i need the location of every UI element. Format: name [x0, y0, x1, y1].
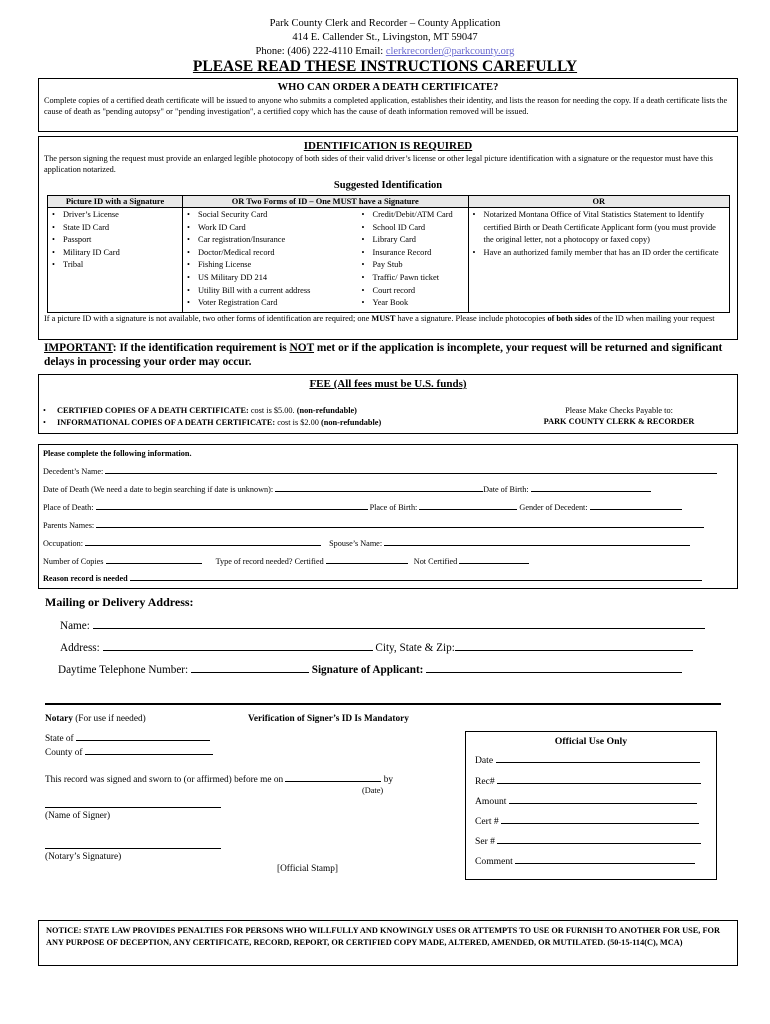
sworn-label: This record was signed and sworn to (or affirmed) before me on [45, 775, 284, 785]
official-stamp: [Official Stamp] [277, 864, 339, 874]
id-table [47, 195, 730, 313]
county-field[interactable] [85, 746, 213, 755]
mailing-name-label: Name: [60, 620, 90, 632]
not-certified-label: Not Certified [413, 557, 458, 566]
list-item: • State ID Card [51, 222, 179, 235]
official-ser-field[interactable] [497, 835, 701, 844]
official-rec-field[interactable] [497, 775, 701, 784]
list-item: • Library Card [361, 234, 465, 247]
state-label: State of [45, 734, 74, 744]
signer-name-caption: (Name of Signer) [45, 811, 111, 821]
fee-item-certified: • CERTIFIED COPIES OF A DEATH CERTIFICATE: cost is $5.00. (non-refundable) [43, 406, 357, 415]
reason-field[interactable] [130, 572, 702, 581]
state-field[interactable] [76, 732, 210, 741]
official-date-field[interactable] [496, 754, 700, 763]
parents-label: Parents Names: [43, 521, 95, 530]
mailing-name-row [60, 618, 705, 632]
official-comment-label: Comment [475, 856, 513, 867]
gender-field[interactable] [590, 501, 682, 510]
list-item: • Have an authorized family member that has an ID order the certificate [472, 247, 726, 260]
list-item: • Voter Registration Card [186, 297, 355, 310]
mailing-city-label: City, State & Zip: [375, 642, 455, 654]
official-amount-label: Amount [475, 796, 507, 807]
important-label: IMPORTANT [44, 342, 113, 354]
reason-label: Reason record is needed [43, 574, 128, 583]
place-of-death-label: Place of Death: [43, 503, 94, 512]
col-two-forms-b [358, 208, 469, 313]
fee-label: INFORMATIONAL COPIES OF A DEATH CERTIFICATE: [57, 418, 276, 427]
list-item: • Notarized Montana Office of Vital Statistics Statement to Identify certified Birth or Death Certificate Applicant form (you must provide the original letter, not a photocopy or faxed copy) [472, 209, 726, 247]
signer-name-field[interactable] [45, 807, 221, 808]
place-of-birth-label: Place of Birth: [369, 503, 418, 512]
copies-label: Number of Copies [43, 557, 104, 566]
fee-title: FEE (All fees must be U.S. funds) [309, 378, 467, 390]
occupation-label: Occupation: [43, 539, 84, 548]
list-item: • Pay Stub [361, 259, 465, 272]
payable-to [509, 405, 729, 427]
list-item: • Passport [51, 234, 179, 247]
signature-field[interactable] [426, 662, 682, 673]
decedent-name-field[interactable] [105, 465, 717, 474]
mailing-address-label: Address: [60, 642, 100, 654]
official-use-box [465, 731, 717, 880]
official-comment-field[interactable] [515, 855, 695, 864]
list-item: • Car registration/Insurance [186, 234, 355, 247]
notary-signature-field[interactable] [45, 848, 221, 849]
occupation-row [43, 537, 690, 549]
place-row [43, 501, 682, 513]
mailing-title: Mailing or Delivery Address: [45, 595, 194, 609]
state-row [45, 732, 210, 744]
note-text: of the ID when mailing your request [591, 314, 715, 323]
fee-cost: cost is $2.00 [275, 418, 322, 427]
mailing-address-row [60, 640, 693, 654]
col-picture-id [48, 208, 183, 313]
suggested-identification: Suggested Identification [333, 180, 443, 191]
official-rec-row [475, 775, 701, 787]
important-not: NOT [289, 342, 315, 354]
who-text: Complete copies of a certified death certificate will be issued to anyone who submits a completed application, establishes their identity, and lists the reason for needing the copy. If a death certificate lists the cause of death as "pending autopsy" or "pending investigation", a certified copy which has the cause of death information removed will be issued. [44, 96, 728, 116]
divider [45, 703, 721, 705]
fee-note: (non-refundable) [296, 406, 357, 415]
copies-row [43, 555, 529, 567]
header-line-1: Park County Clerk and Recorder – County Application [269, 18, 501, 29]
fee-cost: cost is $5.00. [248, 406, 297, 415]
gender-label: Gender of Decedent: [519, 503, 588, 512]
note-must: MUST [371, 314, 396, 323]
notary-label-note: (For use if needed) [72, 714, 146, 724]
official-comment-row [475, 855, 695, 867]
official-date-row [475, 754, 700, 766]
decedent-label: Decedent’s Name: [43, 467, 104, 476]
list-item: • Work ID Card [186, 222, 355, 235]
list-item: • Social Security Card [186, 209, 355, 222]
official-ser-row [475, 835, 701, 847]
verification-note: Verification of Signer’s ID Is Mandatory [248, 714, 409, 724]
col-two-forms-a [183, 208, 358, 313]
sworn-by-label: by [383, 775, 394, 785]
list-item: • Traffic/ Pawn ticket [361, 272, 465, 285]
important-notice [44, 341, 734, 369]
list-item: • School ID Card [361, 222, 465, 235]
list-item: • Driver’s License [51, 209, 179, 222]
list-item: • US Military DD 214 [186, 272, 355, 285]
official-title: Official Use Only [554, 736, 628, 747]
list-item: • Credit/Debit/ATM Card [361, 209, 465, 222]
spouse-field[interactable] [384, 537, 690, 546]
col-header-picture-id: Picture ID with a Signature [48, 196, 183, 208]
notary-heading [45, 714, 146, 724]
date-row [43, 483, 651, 495]
official-cert-label: Cert # [475, 816, 499, 827]
fee-section [38, 374, 738, 434]
spouse-label: Spouse’s Name: [329, 539, 383, 548]
payable-line-1: Please Make Checks Payable to: [565, 406, 673, 415]
important-text: met or if the application is incomplete, your request will be returned and significant delays in processing your order may occur. [44, 342, 723, 368]
date-of-death-field[interactable] [275, 483, 483, 492]
place-of-death-field[interactable] [96, 501, 368, 510]
note-text: have a signature. Please include photocopies [395, 314, 548, 323]
who-title: WHO CAN ORDER A DEATH CERTIFICATE? [277, 82, 499, 93]
list-item: • Court record [361, 285, 465, 298]
mailing-phone-row [58, 662, 682, 676]
who-section [38, 78, 738, 132]
col-or [468, 208, 729, 313]
county-row [45, 746, 213, 758]
sworn-date-field[interactable] [285, 773, 381, 782]
parents-field[interactable] [96, 519, 704, 528]
certified-field[interactable] [326, 555, 408, 564]
official-amount-row [475, 795, 697, 807]
official-ser-label: Ser # [475, 836, 495, 847]
header-line-2: 414 E. Callender St., Livingston, MT 59047 [292, 32, 478, 43]
mailing-city-field[interactable] [455, 640, 693, 651]
identification-section [38, 136, 738, 340]
signature-label: Signature of Applicant: [311, 664, 424, 676]
date-caption: (Date) [362, 786, 384, 795]
mailing-phone-field[interactable] [191, 662, 309, 673]
county-label: County of [45, 748, 83, 758]
occupation-field[interactable] [85, 537, 321, 546]
date-of-birth-field[interactable] [531, 483, 651, 492]
mailing-address-field[interactable] [103, 640, 373, 651]
sworn-row [45, 773, 393, 785]
official-cert-field[interactable] [501, 815, 699, 824]
header-line-3 [0, 45, 770, 58]
notice-text: NOTICE: STATE LAW PROVIDES PENALTIES FOR PERSONS WHO WILLFULLY AND KNOWINGLY USES OR ATTEMPTS TO USE OR FURNISH TO ANOTHER FOR USE, FOR ANY PURPOSE OF DECEPTION, ANY CERTIFICATE, RECORD, REPORT, OR CERTIFIED COPY MADE, ALTERED, AMENDED, OR MUTILATED. (50-15-114(C), MCA) [46, 926, 720, 947]
important-text: : If the identification requirement is [112, 342, 290, 354]
fee-label: CERTIFIED COPIES OF A DEATH CERTIFICATE: [57, 406, 249, 415]
note-text: If a picture ID with a signature is not available, two other forms of identification are required; one [44, 314, 372, 323]
list-item: • Fishing License [186, 259, 355, 272]
official-cert-row [475, 815, 699, 827]
notary-signature-caption: (Notary’s Signature) [45, 852, 122, 862]
list-item: • Insurance Record [361, 247, 465, 260]
col-header-two-forms: OR Two Forms of ID – One MUST have a Signature [183, 196, 469, 208]
parents-row [43, 519, 704, 531]
form-section [38, 444, 738, 589]
payable-line-2: PARK COUNTY CLERK & RECORDER [543, 417, 695, 426]
list-item: • Doctor/Medical record [186, 247, 355, 260]
list-item: • Utility Bill with a current address [186, 285, 355, 298]
list-item: • Military ID Card [51, 247, 179, 260]
notary-label: Notary [45, 714, 73, 724]
decedent-row [43, 465, 717, 477]
notice-box [38, 920, 738, 966]
list-item: • Tribal [51, 259, 179, 272]
col-header-or: OR [468, 196, 729, 208]
date-of-death-label: Date of Death (We need a date to begin searching if date is unknown): [43, 485, 274, 494]
date-of-birth-label: Date of Birth: [483, 485, 529, 494]
fee-item-informational: • INFORMATIONAL COPIES OF A DEATH CERTIFICATE: cost is $2.00 (non-refundable) [43, 418, 382, 427]
mailing-name-field[interactable] [93, 618, 705, 629]
identification-note [44, 313, 734, 324]
official-rec-label: Rec# [475, 776, 495, 787]
reason-row [43, 572, 702, 584]
list-item: • Year Book [361, 297, 465, 310]
note-both-sides: of both sides [547, 314, 592, 323]
copies-field[interactable] [106, 555, 202, 564]
not-certified-field[interactable] [459, 555, 529, 564]
email-link[interactable]: clerkrecorder@parkcounty.org [385, 46, 515, 57]
main-title: PLEASE READ THESE INSTRUCTIONS CAREFULLY [192, 58, 578, 75]
place-of-birth-field[interactable] [419, 501, 517, 510]
official-amount-field[interactable] [509, 795, 697, 804]
mailing-phone-label: Daytime Telephone Number: [58, 664, 189, 676]
identification-title: IDENTIFICATION IS REQUIRED [303, 140, 473, 152]
form-title: Please complete the following information. [43, 449, 192, 458]
fee-note: (non-refundable) [321, 418, 382, 427]
header-phone: Phone: (406) 222-4110 Email: [255, 46, 384, 57]
official-date-label: Date [475, 755, 494, 766]
identification-text: The person signing the request must provide an enlarged legible photocopy of both sides of their valid driver’s license or other legal picture identification with a signature or the requestor must have this application notarized. [44, 154, 713, 174]
record-type-label: Type of record needed? Certified [215, 557, 324, 566]
